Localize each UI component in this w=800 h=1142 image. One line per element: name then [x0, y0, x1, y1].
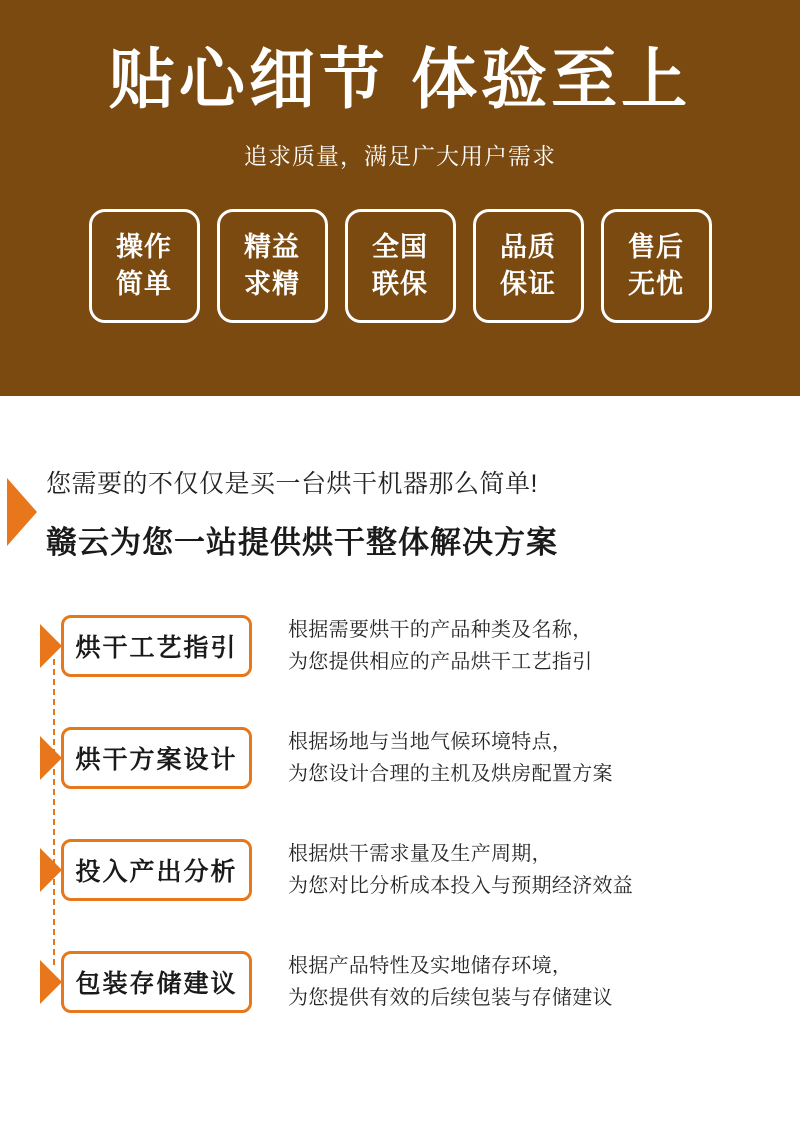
- step-description: [288, 726, 613, 790]
- step-description-line-2: 为您提供相应的产品烘干工艺指引: [288, 650, 593, 673]
- step-label: 烘干方案设计: [61, 727, 252, 789]
- banner-title: 贴心细节 体验至上: [108, 42, 692, 116]
- step-description-line-1: 根据场地与当地气候环境特点，: [288, 730, 573, 753]
- service-step-list: [0, 611, 800, 1017]
- arrow-right-icon: [40, 848, 62, 892]
- headline-line-1: 您需要的不仅仅是买一台烘干机器那么简单!: [46, 470, 538, 498]
- arrow-right-icon: [40, 960, 62, 1004]
- step-description-line-2: 为您提供有效的后续包装与存储建议: [288, 986, 613, 1009]
- feature-chip-line1: 操作: [116, 232, 172, 263]
- step-description-line-1: 根据需要烘干的产品种类及名称，: [288, 618, 593, 641]
- feature-chip-line1: 全国: [372, 232, 428, 263]
- feature-chip: [601, 209, 712, 323]
- feature-chip-line2: 联保: [372, 268, 428, 299]
- arrow-right-icon: [7, 478, 37, 546]
- step-label: 投入产出分析: [61, 839, 252, 901]
- headline-line-2: 赣云为您一站提供烘干整体解决方案: [46, 524, 558, 560]
- step-description-line-2: 为您设计合理的主机及烘房配置方案: [288, 762, 613, 785]
- list-item: [40, 611, 800, 681]
- feature-chip-line2: 保证: [500, 268, 556, 299]
- step-description: [288, 950, 613, 1014]
- feature-chip-line1: 售后: [628, 232, 684, 263]
- step-description: [288, 838, 633, 902]
- feature-chip: [89, 209, 200, 323]
- feature-chip: [217, 209, 328, 323]
- feature-chip-line1: 精益: [244, 232, 300, 263]
- list-item: [40, 835, 800, 905]
- list-item: [40, 723, 800, 793]
- step-description-line-2: 为您对比分析成本投入与预期经济效益: [288, 874, 634, 897]
- feature-chip-row: [0, 209, 800, 323]
- arrow-right-icon: [40, 624, 62, 668]
- feature-chip-line2: 简单: [116, 268, 172, 299]
- feature-chip: [473, 209, 584, 323]
- feature-chip-line1: 品质: [500, 232, 556, 263]
- step-label: 包装存储建议: [61, 951, 252, 1013]
- step-description: [288, 614, 593, 678]
- step-description-line-1: 根据烘干需求量及生产周期，: [288, 842, 552, 865]
- solution-section: [0, 396, 800, 1017]
- dashed-connector: [53, 659, 55, 965]
- feature-chip-line2: 无忧: [628, 268, 684, 299]
- feature-chip: [345, 209, 456, 323]
- step-label: 烘干工艺指引: [61, 615, 252, 677]
- top-banner: [0, 0, 800, 396]
- list-item: [40, 947, 800, 1017]
- arrow-right-icon: [40, 736, 62, 780]
- step-description-line-1: 根据产品特性及实地储存环境，: [288, 954, 573, 977]
- headline-block: [0, 468, 800, 563]
- banner-subtitle: 追求质量，满足广大用户需求: [244, 142, 556, 169]
- feature-chip-line2: 求精: [244, 268, 300, 299]
